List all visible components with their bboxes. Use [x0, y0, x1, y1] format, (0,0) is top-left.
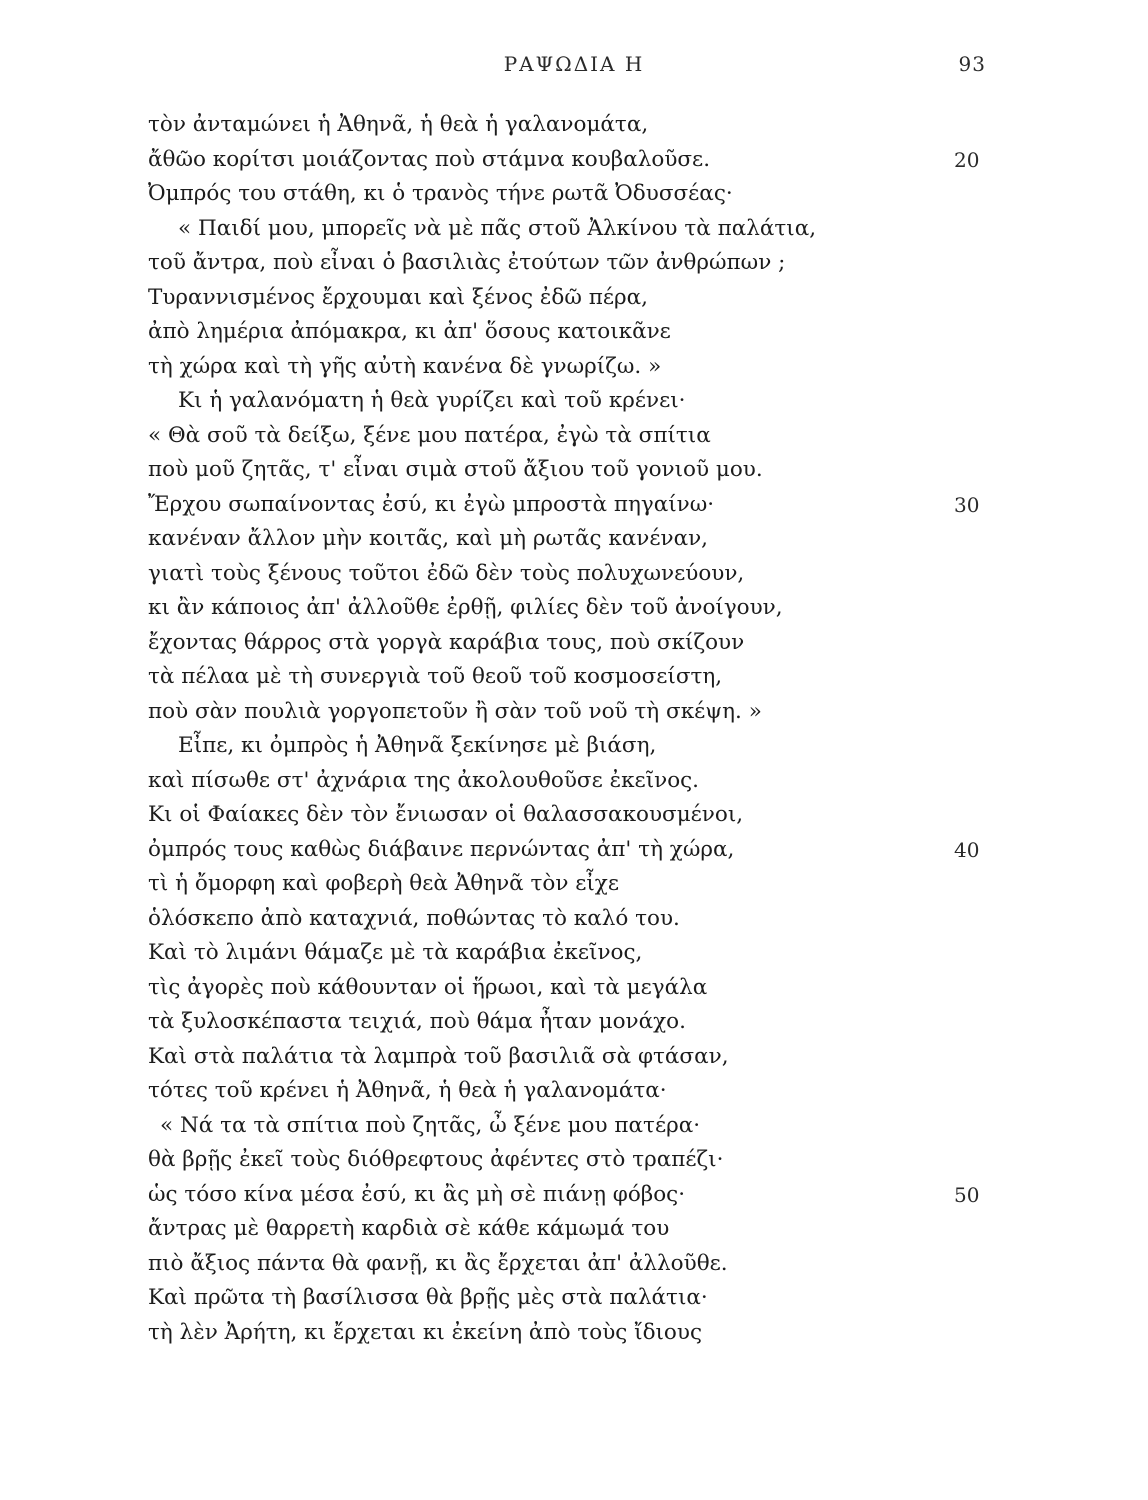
verse-text: κανέναν ἄλλον μὴν κοιτᾶς, καὶ μὴ ρωτᾶς κανέναν, [148, 526, 708, 551]
verse-line [0, 557, 1148, 592]
verse-line [0, 453, 1148, 488]
verse-text: « Νά τα τὰ σπίτια ποὺ ζητᾶς, ὦ ξένε μου πατέρα· [160, 1112, 701, 1138]
verse-text: Ἔρχου σωπαίνοντας ἐσύ, κι ἐγὼ μπροστὰ πηγαίνω· [148, 491, 715, 517]
verse-text: ὡς τόσο κίνα μέσα ἐσύ, κι ἂς μὴ σὲ πιάνῃ φόβος· [148, 1181, 686, 1207]
verse-text: Τυραννισμένος ἔρχουμαι καὶ ξένος ἐδῶ πέρα, [148, 284, 648, 310]
verse-text: γιατὶ τοὺς ξένους τοῦτοι ἐδῶ δὲν τοὺς πολυχωνεύουν, [148, 560, 745, 586]
verse-line [0, 315, 1148, 350]
verse-line [0, 246, 1148, 281]
verse-line [0, 1212, 1148, 1247]
verse-line [0, 384, 1148, 419]
verse-text: ἔχοντας θάρρος στὰ γοργὰ καράβια τους, ποὺ σκίζουν [148, 629, 745, 655]
verse-text: τὶ ἡ ὄμορφη καὶ φοβερὴ θεὰ Ἀθηνᾶ τὸν εἶχε [148, 871, 619, 896]
line-number: 40 [954, 837, 980, 862]
verse-text: τὴ χώρα καὶ τὴ γῆς αὐτὴ κανένα δὲ γνωρίζω. » [148, 353, 662, 379]
verse-text: τότες τοῦ κρένει ἡ Ἀθηνᾶ, ἡ θεὰ ἡ γαλανομάτα· [148, 1078, 667, 1103]
verse-text: ἀπὸ λημέρια ἀπόμακρα, κι ἀπ' ὅσους κατοικᾶνε [148, 319, 671, 344]
verse-text: ἄθῶο κορίτσι μοιάζοντας ποὺ στάμνα κουβαλοῦσε. [148, 146, 711, 172]
verse-line [0, 1316, 1148, 1351]
verse-text: ποὺ σὰν πουλιὰ γοργοπετοῦν ἢ σὰν τοῦ νοῦ τὴ σκέψη. » [148, 698, 762, 724]
verse-text: « Παιδί μου, μπορεῖς νὰ μὲ πᾶς στοῦ Ἀλκίνου τὰ παλάτια, [178, 215, 817, 241]
verse-text: Καὶ τὸ λιμάνι θάμαζε μὲ τὰ καράβια ἐκεῖνος, [148, 940, 643, 965]
verse-line [0, 1143, 1148, 1178]
verse-line [0, 212, 1148, 247]
verse-line [0, 1005, 1148, 1040]
verse-line [0, 764, 1148, 799]
verse-text: τὶς ἀγορὲς ποὺ κάθουνταν οἱ ἥρωοι, καὶ τὰ μεγάλα [148, 974, 708, 1000]
page-number: 93 [958, 52, 986, 76]
verse-line [0, 833, 1148, 868]
line-number: 20 [954, 147, 980, 172]
verse-text: τὰ πέλαα μὲ τὴ συνεργιὰ τοῦ θεοῦ τοῦ κοσμοσείστη, [148, 664, 723, 689]
verse-text: « Θὰ σοῦ τὰ δείξω, ξένε μου πατέρα, ἐγὼ τὰ σπίτια [148, 422, 711, 448]
verse-line [0, 1178, 1148, 1213]
verse-text: κι ἂν κάποιος ἀπ' ἀλλοῦθε ἐρθῇ, φιλίες δὲν τοῦ ἀνοίγουν, [148, 595, 783, 620]
verse-line [0, 488, 1148, 523]
verse-line [0, 177, 1148, 212]
verse-text: Ὀμπρός του στάθη, κι ὁ τρανὸς τήνε ρωτᾶ Ὀδυσσέας· [148, 181, 733, 206]
verse-text: Κι οἱ Φαίακες δὲν τὸν ἔνιωσαν οἱ θαλασσακουσμένοι, [148, 802, 744, 827]
verse-line [0, 281, 1148, 316]
line-number: 30 [954, 492, 980, 517]
verse-text: Εἶπε, κι ὀμπρὸς ἡ Ἀθηνᾶ ξεκίνησε μὲ βιάση, [178, 733, 657, 758]
verse-text: τὴ λὲν Ἀρήτη, κι ἔρχεται κι ἐκείνη ἀπὸ τοὺς ἴδιους [148, 1319, 702, 1345]
verse-text: Κι ἡ γαλανόματη ἡ θεὰ γυρίζει καὶ τοῦ κρένει· [178, 388, 686, 413]
verse-line [0, 867, 1148, 902]
verse-line [0, 1281, 1148, 1316]
verse-line [0, 902, 1148, 937]
verse-line [0, 695, 1148, 730]
verse-line [0, 143, 1148, 178]
verse-line [0, 350, 1148, 385]
line-number: 50 [954, 1182, 980, 1207]
verse-text: ὀμπρός τους καθὼς διάβαινε περνώντας ἀπ' τὴ χώρα, [148, 836, 735, 862]
verse-text: Καὶ πρῶτα τὴ βασίλισσα θὰ βρῇς μὲς στὰ παλάτια· [148, 1285, 708, 1310]
verse-text: καὶ πίσωθε στ' ἀχνάρια της ἀκολουθοῦσε ἐκεῖνος. [148, 767, 700, 793]
verse-line [0, 1109, 1148, 1144]
verse-line [0, 419, 1148, 454]
verse-line [0, 108, 1148, 143]
verse-line [0, 798, 1148, 833]
verse-text: ἄντρας μὲ θαρρετὴ καρδιὰ σὲ κάθε κάμωμά του [148, 1216, 670, 1241]
verse-line [0, 1247, 1148, 1282]
verse-text: τὸν ἀνταμώνει ἡ Ἀθηνᾶ, ἡ θεὰ ἡ γαλανομάτα, [148, 112, 649, 137]
verse-line [0, 971, 1148, 1006]
verse-text: πιὸ ἄξιος πάντα θὰ φανῇ, κι ἂς ἔρχεται ἀπ' ἀλλοῦθε. [148, 1250, 728, 1276]
page-header [0, 52, 1148, 82]
verse-text: ποὺ μοῦ ζητᾶς, τ' εἶναι σιμὰ στοῦ ἄξιου τοῦ γονιοῦ μου. [148, 457, 763, 482]
verse-line [0, 591, 1148, 626]
verse-line [0, 1040, 1148, 1075]
verse-line [0, 936, 1148, 971]
poem-body [0, 108, 1148, 1350]
verse-line [0, 1074, 1148, 1109]
verse-text: τὰ ξυλοσκέπαστα τειχιά, ποὺ θάμα ἦταν μονάχο. [148, 1009, 686, 1034]
verse-line [0, 626, 1148, 661]
verse-text: Καὶ στὰ παλάτια τὰ λαμπρὰ τοῦ βασιλιᾶ σὰ φτάσαν, [148, 1043, 729, 1069]
verse-text: θὰ βρῇς ἐκεῖ τοὺς διόθρεφτους ἀφέντες στὸ τραπέζι· [148, 1147, 724, 1172]
verse-line [0, 522, 1148, 557]
verse-text: τοῦ ἄντρα, ποὺ εἶναι ὁ βασιλιὰς ἐτούτων τῶν ἀνθρώπων ; [148, 250, 786, 275]
verse-line [0, 729, 1148, 764]
running-title: ΡΑΨΩΔΙΑ Η [503, 52, 645, 76]
verse-line [0, 660, 1148, 695]
verse-text: ὁλόσκεπο ἀπὸ καταχνιά, ποθώντας τὸ καλό του. [148, 905, 680, 931]
